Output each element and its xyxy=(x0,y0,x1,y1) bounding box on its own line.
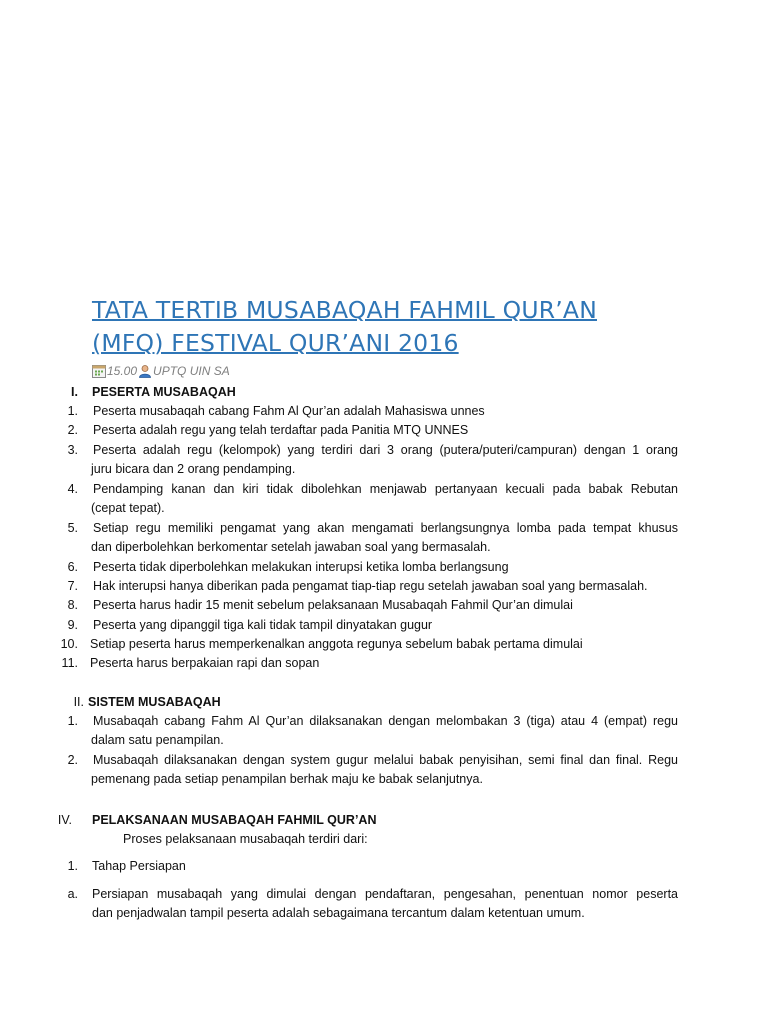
list-item-continuation: (cepat tepat). xyxy=(91,501,165,515)
list-item-number: 1. xyxy=(67,714,78,728)
title-line-1: TATA TERTIB MUSABAQAH FAHMIL QUR’AN xyxy=(92,296,597,324)
list-item-continuation: dalam satu penampilan. xyxy=(91,733,224,747)
section-2-title: SISTEM MUSABAQAH xyxy=(88,695,221,709)
post-meta xyxy=(92,362,230,380)
list-item-text: Peserta yang dipanggil tiga kali tidak tampil dinyatakan gugur xyxy=(93,618,433,632)
list-item-text: Peserta adalah regu yang telah terdaftar pada Panitia MTQ UNNES xyxy=(93,423,469,437)
list-item-text: Peserta adalah regu (kelompok) yang terdiri dari 3 orang (putera/puteri/campuran) dengan 1 orang xyxy=(93,443,678,457)
list-item-number: 11. xyxy=(61,656,78,670)
step-1a-letter: a. xyxy=(67,887,78,901)
list-item-text: Peserta musabaqah cabang Fahm Al Qur’an adalah Mahasiswa unnes xyxy=(93,404,485,418)
list-item-number: 3. xyxy=(67,443,78,457)
list-item-number: 10. xyxy=(60,637,78,651)
section-4-numeral: IV. xyxy=(57,813,72,827)
list-item-number: 7. xyxy=(67,579,78,593)
list-item-text: Musabaqah dilaksanakan dengan system gugur melalui babak penyisihan, semi final dan final. Regu xyxy=(93,753,678,767)
list-item-text: Setiap regu memiliki pengamat yang akan mengamati berlangsungnya lomba pada tempat khusus xyxy=(93,521,678,535)
section-1-title: PESERTA MUSABAQAH xyxy=(92,385,236,399)
post-time: 15.00 xyxy=(107,364,138,378)
list-item-continuation: dan diperbolehkan berkomentar setelah jawaban soal yang bermasalah. xyxy=(91,540,491,554)
step-1a-line-1: Persiapan musabaqah yang dimulai dengan pendaftaran, pengesahan, penentuan nomor peserta xyxy=(92,887,678,901)
calendar-icon xyxy=(92,364,106,378)
title-line-2: (MFQ) FESTIVAL QUR’ANI 2016 xyxy=(92,329,459,357)
list-item-text: Peserta tidak diperbolehkan melakukan interupsi ketika lomba berlangsung xyxy=(93,560,509,574)
list-item-number: 6. xyxy=(67,560,78,574)
list-item-text: Musabaqah cabang Fahm Al Qur’an dilaksanakan dengan melombakan 3 (tiga) atau 4 (empat) regu xyxy=(93,714,678,728)
list-item-number: 5. xyxy=(67,521,78,535)
list-item-text: Pendamping kanan dan kiri tidak dibolehkan menjawab pertanyaan kecuali pada babak Rebutan xyxy=(93,482,678,496)
list-item-number: 4. xyxy=(67,482,78,496)
list-item-text: Peserta harus hadir 15 menit sebelum pelaksanaan Musabaqah Fahmil Qur’an dimulai xyxy=(93,598,573,612)
list-item-number: 8. xyxy=(67,598,78,612)
step-1-label: Tahap Persiapan xyxy=(92,859,186,873)
list-item-text: Peserta harus berpakaian rapi dan sopan xyxy=(90,656,320,670)
list-item-number: 9. xyxy=(67,618,78,632)
step-1a-line-2: dan penjadwalan tampil peserta adalah sebagaimana tercantum dalam ketentuan umum. xyxy=(92,906,585,920)
step-1-number: 1. xyxy=(67,859,78,873)
document-title xyxy=(92,294,692,360)
section-2-numeral: II. xyxy=(73,695,84,709)
list-item-number: 2. xyxy=(67,753,78,767)
list-item-number: 2. xyxy=(67,423,78,437)
post-author: UPTQ UIN SA xyxy=(153,364,230,378)
section-1-numeral: I. xyxy=(71,385,78,399)
user-icon xyxy=(138,364,152,378)
list-item-number: 1. xyxy=(67,404,78,418)
section-4-title: PELAKSANAAN MUSABAQAH FAHMIL QUR’AN xyxy=(92,813,377,827)
list-item-continuation: juru bicara dan 2 orang pendamping. xyxy=(91,462,296,476)
list-item-continuation: pemenang pada setiap penampilan berhak maju ke babak selanjutnya. xyxy=(91,772,483,786)
section-4-intro: Proses pelaksanaan musabaqah terdiri dari: xyxy=(123,832,368,846)
list-item-text: Hak interupsi hanya diberikan pada pengamat tiap-tiap regu setelah jawaban soal yang bermasalah. xyxy=(93,579,648,593)
list-item-text: Setiap peserta harus memperkenalkan anggota regunya sebelum babak pertama dimulai xyxy=(90,637,583,651)
